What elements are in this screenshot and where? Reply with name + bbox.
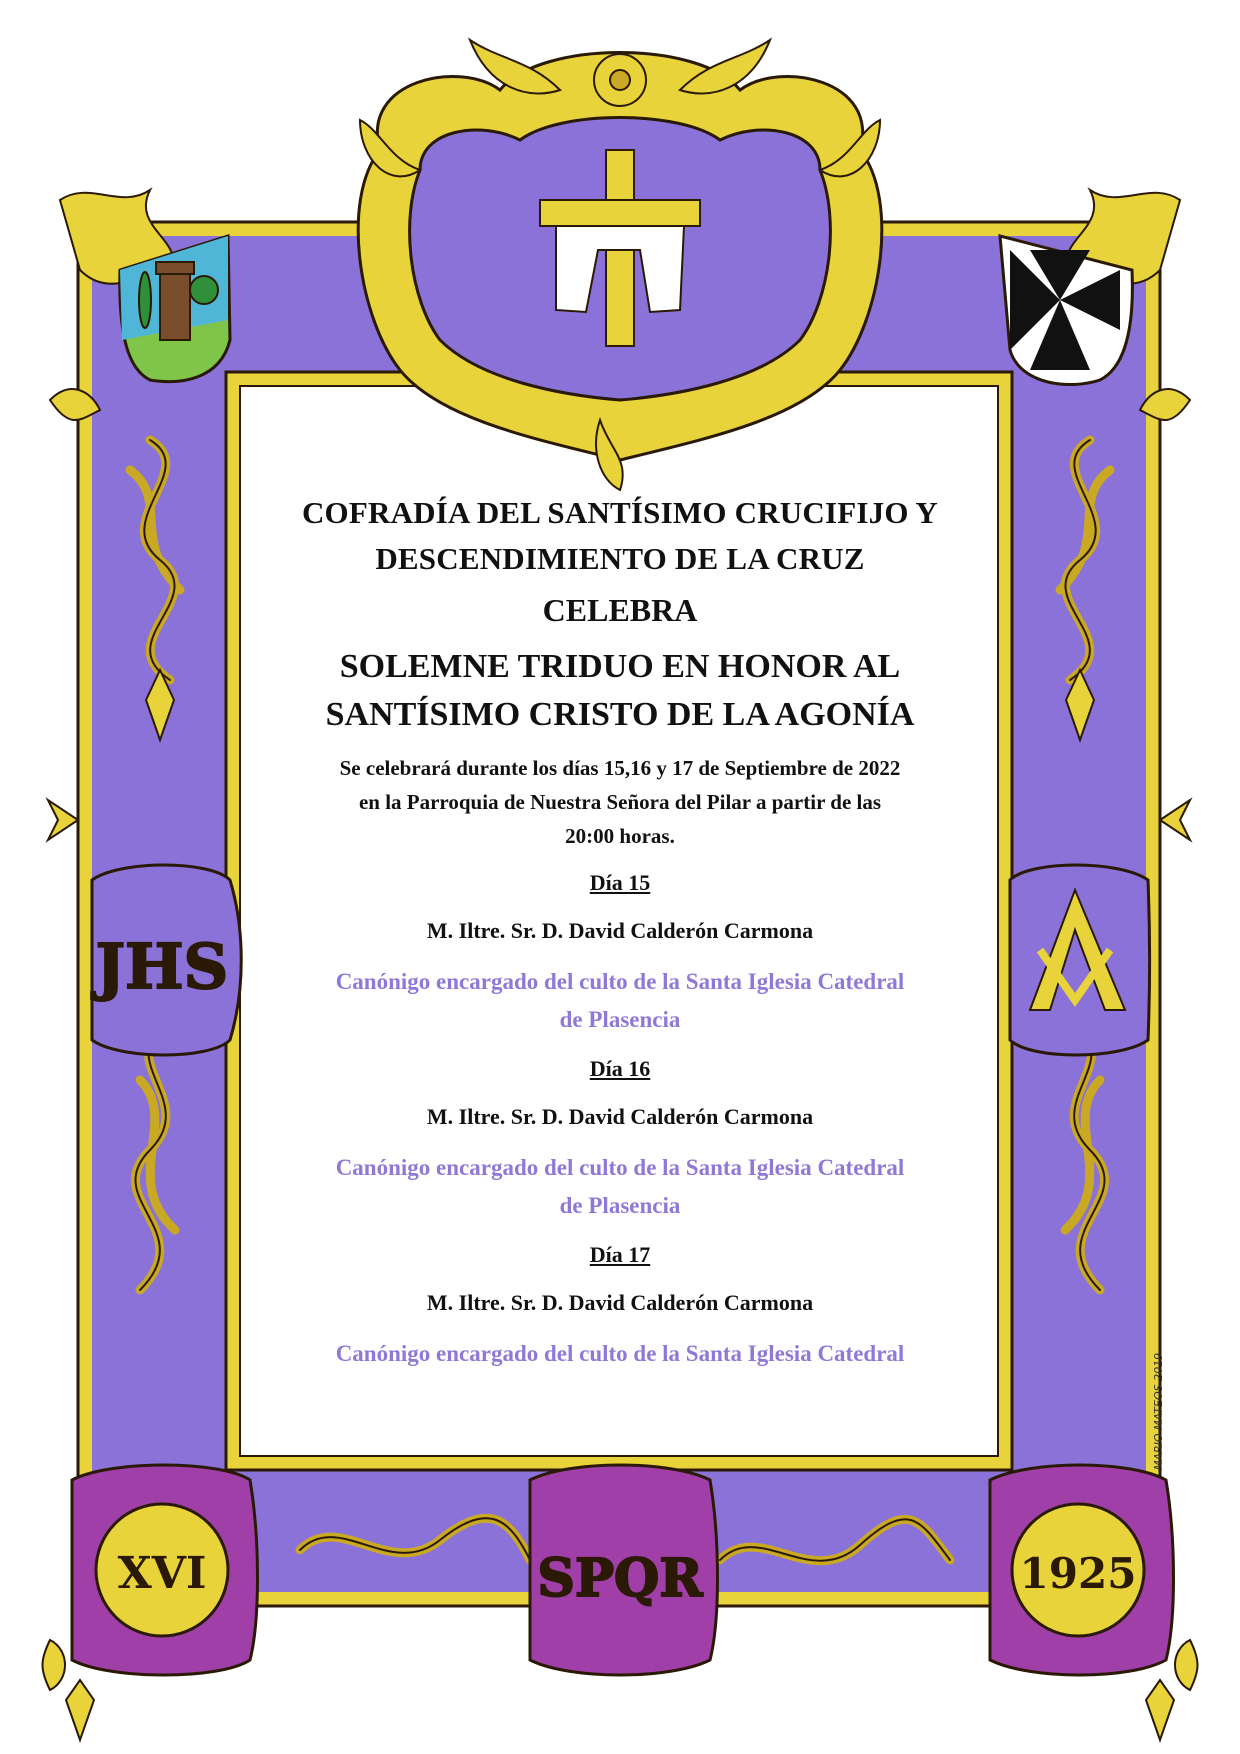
day-label: Día 17 <box>589 1242 651 1267</box>
celebrant-role <box>246 1335 994 1373</box>
svg-text:XVI: XVI <box>117 1548 207 1599</box>
event-info-line3: 20:00 horas. <box>565 824 675 848</box>
celebrant-role-line2: de Plasencia <box>559 1193 681 1218</box>
announcement-text <box>246 490 994 1470</box>
confraternity-name-line1: COFRADÍA DEL SANTÍSIMO CRUCIFIJO Y <box>301 495 939 530</box>
celebrant-role <box>246 963 994 1039</box>
triduo-title-line1: SOLEMNE TRIDUO EN HONOR AL <box>339 648 901 685</box>
svg-text:JHS: JHS <box>95 930 229 1003</box>
celebra-heading: CELEBRA <box>542 592 698 628</box>
svg-text:SPQR: SPQR <box>537 1548 703 1609</box>
day-block-15 <box>246 863 994 1039</box>
celebrant-role-line1: Canónigo encargado del culto de la Santa Iglesia Catedral <box>335 1341 905 1366</box>
marian-monogram-icon <box>1010 865 1150 1055</box>
event-info-line2: en la Parroquia de Nuestra Señora del Pilar a partir de las <box>358 790 882 814</box>
day-block-16 <box>246 1049 994 1225</box>
seal-bottom-right <box>990 1465 1174 1675</box>
celebrant-role-line2: de Plasencia <box>559 1007 681 1032</box>
confraternity-name-line2: DESCENDIMIENTO DE LA CRUZ <box>375 541 865 576</box>
day-label: Día 15 <box>589 870 651 895</box>
event-info-line1: Se celebrará durante los días 15,16 y 17 de Septiembre de 2022 <box>339 756 901 780</box>
seal-bottom-center <box>530 1465 718 1675</box>
celebrant-role-line1: Canónigo encargado del culto de la Santa Iglesia Catedral <box>335 1155 905 1180</box>
celebrant-name: M. Iltre. Sr. D. David Calderón Carmona <box>426 1104 814 1129</box>
celebrant-name: M. Iltre. Sr. D. David Calderón Carmona <box>426 1290 814 1315</box>
celebrant-name: M. Iltre. Sr. D. David Calderón Carmona <box>426 918 814 943</box>
celebrant-role-line1: Canónigo encargado del culto de la Santa Iglesia Catedral <box>335 969 905 994</box>
day-block-17 <box>246 1235 994 1373</box>
day-label: Día 16 <box>589 1056 651 1081</box>
svg-text:1925: 1925 <box>1019 1549 1137 1598</box>
artist-signature: MARIO MATEOS 2019 <box>1152 1352 1165 1470</box>
event-info <box>246 751 994 853</box>
seal-bottom-left <box>72 1465 258 1675</box>
celebrant-role <box>246 1149 994 1225</box>
jhs-seal <box>91 865 242 1055</box>
triduo-title-line2: SANTÍSIMO CRISTO DE LA AGONÍA <box>325 696 915 733</box>
